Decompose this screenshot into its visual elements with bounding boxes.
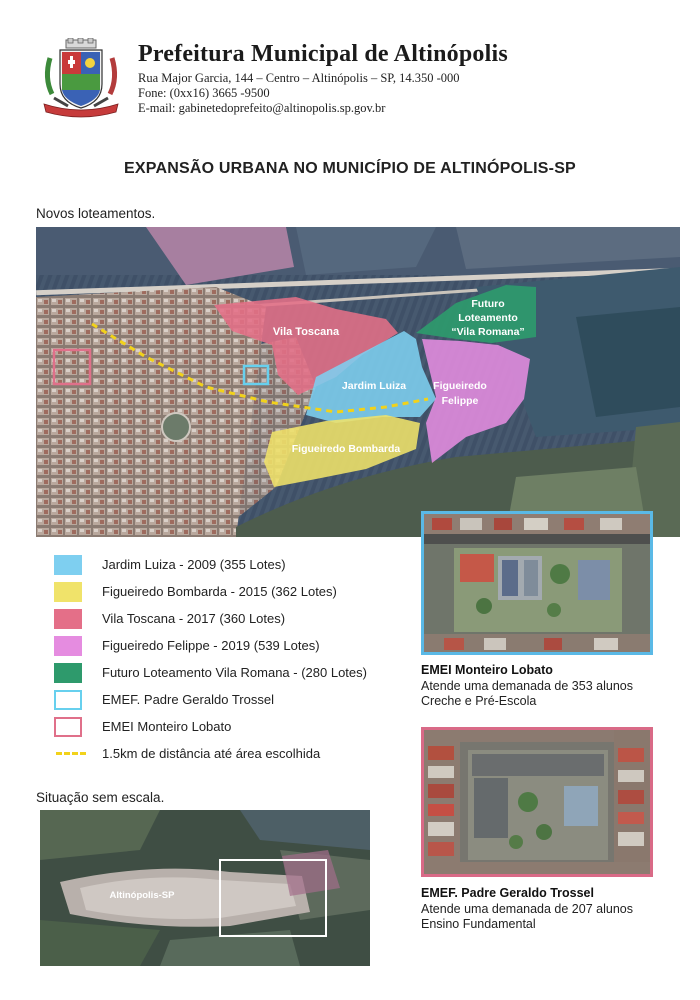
label-futuro-line1: Futuro <box>471 298 505 310</box>
legend-label: 1.5km de distância até área escolhida <box>102 746 321 761</box>
legend-item-figueiredo-felippe <box>54 633 394 660</box>
legend-item-figueiredo-bombarda <box>54 579 394 606</box>
label-futuro-line2: Loteamento <box>458 312 518 324</box>
legend-swatch-outline <box>54 717 82 737</box>
legend-swatch-outline <box>54 690 82 710</box>
legend-label: Jardim Luiza - 2009 (355 Lotes) <box>102 557 286 572</box>
legend-item-vila-romana <box>54 660 394 687</box>
legend-item-vila-toscana <box>54 606 394 633</box>
legend-label: EMEF. Padre Geraldo Trossel <box>102 692 274 707</box>
municipal-coat-of-arms <box>38 38 124 120</box>
legend-item-emei <box>54 714 394 741</box>
label-figueiredo-bombarda: Figueiredo Bombarda <box>291 443 401 455</box>
emef-caption-line1: Atende uma demanada de 207 alunos <box>421 902 633 916</box>
legend-dashed-line <box>56 752 86 755</box>
emef-caption-line2: Ensino Fundamental <box>421 917 536 931</box>
emei-caption-line1: Atende uma demanada de 353 alunos <box>421 679 633 693</box>
section-label-situation: Situação sem escala. <box>36 790 165 805</box>
emei-aerial-photo <box>421 511 653 655</box>
legend-swatch <box>54 609 82 629</box>
legend-item-jardim-luiza <box>54 552 394 579</box>
emef-aerial-photo <box>421 727 653 877</box>
label-jardim-luiza: Jardim Luiza <box>341 380 407 392</box>
label-figueiredo-felippe-line1: Figueiredo <box>433 380 487 392</box>
emei-caption-line2: Creche e Pré-Escola <box>421 694 537 708</box>
document-title: EXPANSÃO URBANA NO MUNICÍPIO DE ALTINÓPOLIS-SP <box>124 160 576 177</box>
legend-item-emef <box>54 687 394 714</box>
main-aerial-map <box>36 227 680 537</box>
header-phone: Fone: (0xx16) 3665 -9500 <box>138 86 270 100</box>
header-email: E-mail: gabinetedoprefeito@altinopolis.sp.gov.br <box>138 101 386 115</box>
legend-item-distance <box>54 741 394 768</box>
legend-swatch <box>54 636 82 656</box>
legend-swatch <box>54 555 82 575</box>
legend-label: Futuro Loteamento Vila Romana - (280 Lotes) <box>102 665 367 680</box>
emei-caption-title: EMEI Monteiro Lobato <box>421 663 553 677</box>
section-label-new-lots: Novos loteamentos. <box>36 206 156 221</box>
situation-city-label: Altinópolis-SP <box>109 890 175 901</box>
label-vila-toscana: Vila Toscana <box>272 326 340 338</box>
label-figueiredo-felippe-line2: Felippe <box>441 395 479 407</box>
legend-label: Figueiredo Felippe - 2019 (539 Lotes) <box>102 638 320 653</box>
situation-aerial-map <box>40 810 370 966</box>
legend-label: EMEI Monteiro Lobato <box>102 719 232 734</box>
map-legend <box>54 552 394 768</box>
emef-caption-title: EMEF. Padre Geraldo Trossel <box>421 886 594 900</box>
legend-label: Figueiredo Bombarda - 2015 (362 Lotes) <box>102 584 337 599</box>
institution-name: Prefeitura Municipal de Altinópolis <box>138 41 508 67</box>
legend-label: Vila Toscana - 2017 (360 Lotes) <box>102 611 286 626</box>
label-futuro-line3: “Vila Romana” <box>451 326 525 338</box>
legend-swatch <box>54 663 82 683</box>
header-address: Rua Major Garcia, 144 – Centro – Altinópolis – SP, 14.350 -000 <box>138 71 460 85</box>
legend-swatch <box>54 582 82 602</box>
